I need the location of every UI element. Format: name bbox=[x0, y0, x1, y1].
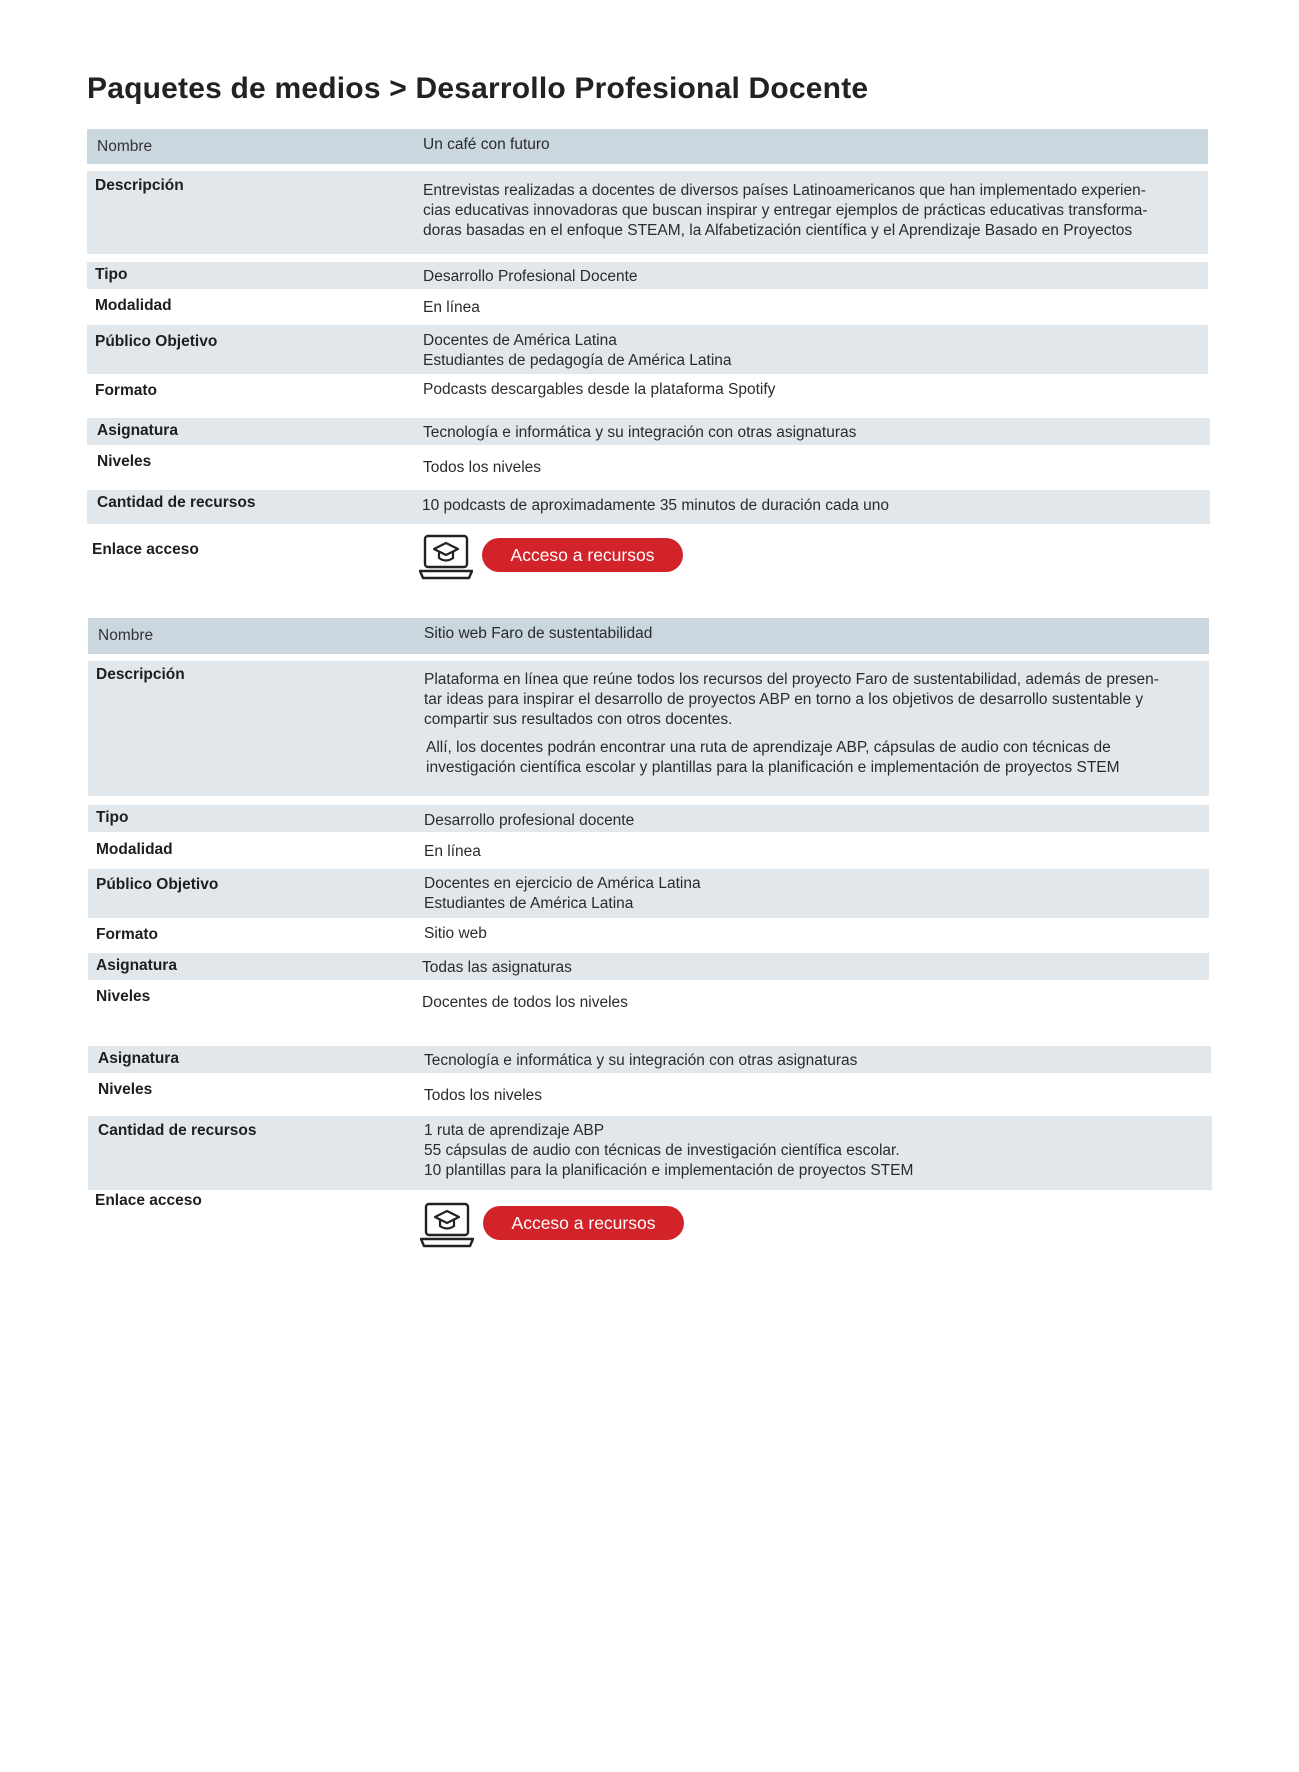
value-tipo: Desarrollo Profesional Docente bbox=[423, 268, 638, 285]
value-descripcion bbox=[424, 670, 1159, 778]
descripcion-parrafo-1: Plataforma en línea que reúne todos los recursos del proyecto Faro de sustentabilidad, además de presen- tar ideas para inspirar el desarrollo de proyectos ABP en torno a los objetivos de desarrollo sustentable y compartir sus resultados con otros docentes. bbox=[424, 671, 1159, 728]
laptop-graduation-icon bbox=[420, 1201, 474, 1249]
value-niveles: Docentes de todos los niveles bbox=[422, 994, 628, 1011]
value-asignatura-2: Tecnología e informática y su integración con otras asignaturas bbox=[424, 1052, 858, 1069]
row-asignatura bbox=[88, 953, 1209, 980]
value-cantidad: 1 ruta de aprendizaje ABP 55 cápsulas de audio con técnicas de investigación científica escolar. 10 plantillas para la planificación e implementación de proyectos STEM bbox=[424, 1122, 914, 1179]
row-tipo bbox=[87, 262, 1208, 289]
label-asignatura: Asignatura bbox=[97, 422, 178, 439]
label-nombre: Nombre bbox=[97, 138, 153, 155]
label-nombre: Nombre bbox=[98, 627, 154, 644]
value-asignatura: Tecnología e informática y su integración con otras asignaturas bbox=[423, 424, 857, 441]
value-nombre: Sitio web Faro de sustentabilidad bbox=[424, 625, 653, 642]
value-tipo: Desarrollo profesional docente bbox=[424, 812, 635, 829]
value-modalidad: En línea bbox=[423, 299, 480, 316]
value-publico: Docentes de América Latina Estudiantes de pedagogía de América Latina bbox=[423, 332, 732, 369]
label-asignatura-2: Asignatura bbox=[98, 1050, 179, 1067]
value-descripcion: Entrevistas realizadas a docentes de diversos países Latinoamericanos que han implementado experien- cias educativas innovadoras que buscan inspirar y entregar ejemplos de prácticas educativas transforma- doras basadas en el enfoque STEAM, la Alfabetización científica y el Aprendizaje Basado en Proyectos bbox=[423, 182, 1148, 239]
label-niveles: Niveles bbox=[97, 453, 152, 470]
value-formato: Sitio web bbox=[424, 925, 487, 942]
label-descripcion: Descripción bbox=[95, 177, 184, 194]
label-tipo: Tipo bbox=[96, 809, 129, 826]
label-cantidad: Cantidad de recursos bbox=[98, 1122, 257, 1139]
label-asignatura: Asignatura bbox=[96, 957, 177, 974]
label-descripcion: Descripción bbox=[96, 666, 185, 683]
label-modalidad: Modalidad bbox=[96, 841, 173, 858]
value-publico: Docentes en ejercicio de América Latina Estudiantes de América Latina bbox=[424, 875, 701, 912]
row-tipo bbox=[88, 805, 1209, 832]
row-nombre bbox=[87, 129, 1208, 164]
label-formato: Formato bbox=[95, 382, 157, 399]
value-asignatura: Todas las asignaturas bbox=[422, 959, 572, 976]
label-formato: Formato bbox=[96, 926, 158, 943]
label-niveles: Niveles bbox=[96, 988, 151, 1005]
value-niveles: Todos los niveles bbox=[423, 459, 542, 476]
descripcion-parrafo-2: Allí, los docentes podrán encontrar una ruta de aprendizaje ABP, cápsulas de audio con técnicas de investigación científica escolar y plantillas para la planificación e implementación de proyectos STEM bbox=[426, 739, 1120, 776]
value-nombre: Un café con futuro bbox=[423, 136, 550, 153]
label-tipo: Tipo bbox=[95, 266, 128, 283]
label-publico: Público Objetivo bbox=[95, 333, 218, 350]
value-niveles-2: Todos los niveles bbox=[424, 1087, 543, 1104]
label-enlace: Enlace acceso bbox=[95, 1192, 202, 1209]
label-modalidad: Modalidad bbox=[95, 297, 172, 314]
access-resources-button[interactable]: Acceso a recursos bbox=[482, 538, 683, 572]
label-cantidad: Cantidad de recursos bbox=[97, 494, 256, 511]
access-resources-button[interactable]: Acceso a recursos bbox=[483, 1206, 684, 1240]
label-niveles-2: Niveles bbox=[98, 1081, 153, 1098]
laptop-graduation-icon bbox=[419, 533, 473, 581]
page-title: Paquetes de medios > Desarrollo Profesional Docente bbox=[87, 72, 869, 105]
value-cantidad: 10 podcasts de aproximadamente 35 minutos de duración cada uno bbox=[422, 497, 890, 514]
label-publico: Público Objetivo bbox=[96, 876, 219, 893]
value-modalidad: En línea bbox=[424, 843, 481, 860]
label-enlace: Enlace acceso bbox=[92, 541, 199, 558]
value-formato: Podcasts descargables desde la plataforma Spotify bbox=[423, 381, 776, 398]
